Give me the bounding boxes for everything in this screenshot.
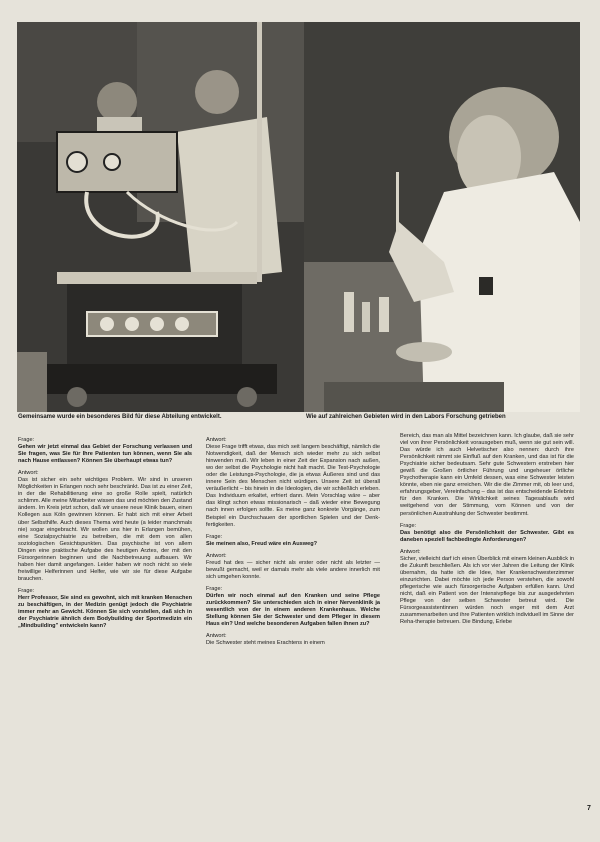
question-text: Sie meinen also, Freud wäre ein Ausweg? [206,540,318,547]
question-text: Gehen wir jetzt einmal das Gebiet der Forschung verlassen und Sie fragen, was Sie für Ihre Patienten tun können, wenn Sie als nach Hause entlassen? Können Sie überhaupt etwas tun? [18,444,192,465]
answer-label: Antwort: [206,437,227,443]
question-text: Dürfen wir noch einmal auf den Kranken und seine Pflege zurückkommen? Sie unterschieden sich in einer Nervenklinik ja wesentlich von der in einem anderen Krankenhaus. Welche Stellung können Sie der Schwester und dem Pfleger in diesem Haus ein? Und welche besonderen Aufgaben fallen ihnen zu? [206,592,380,628]
answer-label: Antwort: [18,470,39,477]
photo-lab-illustration [304,22,580,412]
answer-label: Antwort: [206,552,227,559]
question-label: Frage: [206,533,223,540]
text-column-2 [206,433,380,652]
answer-text: Sicher, vielleicht darf ich einen Überblick mit einem kleinen Ausblick in die Zukunft beschließen. Als ich vor vier Jahren die Leitung der Klinik übernahm, da hatte ich die Idee, hier Krankenschwesterzimmer einzurichten. Dabei möchte ich jede Person verstehen, die sowohl pflegerische wie auch fürsorgerische Aufgaben erfüllen kann. Und nicht, daß ein Patient von der Intensivpflege bis zur ausgedehnten Pflege von der selben Schwester betreut wird. Die Fürsorgeassistentinnen würden noch enger mit dem Arzt zusammenarbeiten und ihre Patienten wirklich individuell im Sinne der Reha-therapie betreuen. Die Bindung, Erlebe [400,555,574,626]
page-number: 7 [587,805,591,812]
photo-doctors-with-apparatus [17,22,304,412]
answer-text: Die Schwester steht meines Erachtens in einem [206,640,325,647]
question-label: Frage: [18,587,35,594]
photo-doctors-illustration [17,22,304,412]
text-column-1 [18,433,192,635]
photo-caption-left: Gemeinsame wurde ein besonderes Bild für diese Abteilung entwickelt. [18,414,222,420]
answer-text: Bereich, das man als Mittel bezeichnen kann. Ich glaube, daß sie sehr viel von ihrer Persönlichkeit vorausgeben muß, wenn sie gut sein will. Das würde ich auch Helvetischer also nennen: durch ihre Persönlichkeit nimmt sie Einfluß auf den Kranken, und das ist für die Psychiatrie sicher bedeutsam. Sehr gute Schwestern erstreben hier gewiß die Großen örtlicher Führung und ungeheuer örtliche Psychotherapie kann ein Umfeld dessen, was eine Schwester leisten könnte, eben nie ganz erreichen. Wir die die Zimmer mit, ob leer und, erfahrungsgeber, Vereinfachung – das ist das entscheidende Erlebnis für den Kranken. Die Wirklichkeit seines Tagesablaufs wird weitgehend von der Stimmung, vom Können und von der persönlichen Ausstrahlung der Schwester bestimmt. [400,433,574,517]
question-text: Das benötigt also die Persönlichkeit der Schwester. Gibt es daneben speziell fachbedingte Anforderungen? [400,529,574,543]
answer-text: Diese Frage trifft etwas, das mich seit langem beschäftigt, nämlich die Notwendigkeit, daß der Mensch sich wieder mehr zu sich selbst hinwenden muß. Wir leben in einer Zeit der Expansion nach außen, wo der selbst die Psychologie nicht halt macht. Die Test-Psychologie oder die Leistungs-Psychologie, die ja etwas Äußeres sind und das innere Sein des Menschen nicht würdigen. Unsere Zeit ist überall veräußerlicht – bis hinein in die Ideologien, die wir schließlich erleben. Das Individuum erkaltet, erfriert dann. Mein Vorschlag wäre – aber das klingt schon etwas missionarisch – daß wieder eine Bewegung nach innen erfolgen sollte. Es meine ganz konkrete Vorgänge, zum Beispiel ein Durchschauen der sportlichen Spielen und der Denk-fertigkeiten. [206,444,380,528]
answer-label: Antwort: [400,548,421,555]
photo-lab-worker [304,22,580,412]
question-label: Frage: [400,522,417,529]
answer-label: Antwort: [206,633,227,640]
question-label: Frage: [18,437,35,443]
question-label: Frage: [206,585,223,592]
photo-caption-right: Wie auf zahlreichen Gebieten wird in den Labors Forschung getrieben [306,414,506,420]
answer-text: Freud hat des — sicher nicht als erster oder nicht als letzter — bewußt gemacht, weil er damals mehr als viele andere innerlich mit sich umgehen konnte. [206,559,380,580]
question-text: Herr Professor, Sie sind es gewohnt, sich mit kranken Menschen zu beschäftigen, in der Medizin genügt jedoch die Psychiatrie immer mehr an Gewicht. Können Sie sich vorstellen, daß sich in der Psychiatrie ähnlich dem Bodybuilding der Sportmedizin ein „Mindbuilding" entwickeln kann? [18,594,192,630]
text-column-3 [400,433,574,631]
answer-text: Das ist sicher ein sehr wichtiges Problem. Wir sind in unseren Möglichkeiten in Erlangen noch sehr beschränkt. Das ist zu einer Zeit, in der die Rehabilitierung eine so große Rolle spielt, natürlich schlimm. Alle meine Mitarbeiter wissen das und möchten den Zustand ändern. Im Kreis jetzt schon, daß wir unsere neue Klinik bauen, einen Kollegen aus Köln gewinnen können. Er habt sich mit einer Arbeit über Selbsthilfe. Auch dieses Thema wird heute (a leider manchmals nie) sogar eingebracht. Wir wollen uns hier in Erlangen bemühen, eine Sozialpsychiatrie zu betreiben, die mit dem von allen soziologischen Gesichtspunkten. Das psychische ist von allem Dingen eine praktische Aufgabe des heutigen Arztes, der mit den Fürsorgerinnen beginnen und die Nachbetreuung aufbauen. Wir haben hier damit angefangen. Leider haben wir noch nicht so viele freiwillige Helferinnen und Helfer, wie wir sie für diese Aufgabe brauchen. [18,477,192,582]
